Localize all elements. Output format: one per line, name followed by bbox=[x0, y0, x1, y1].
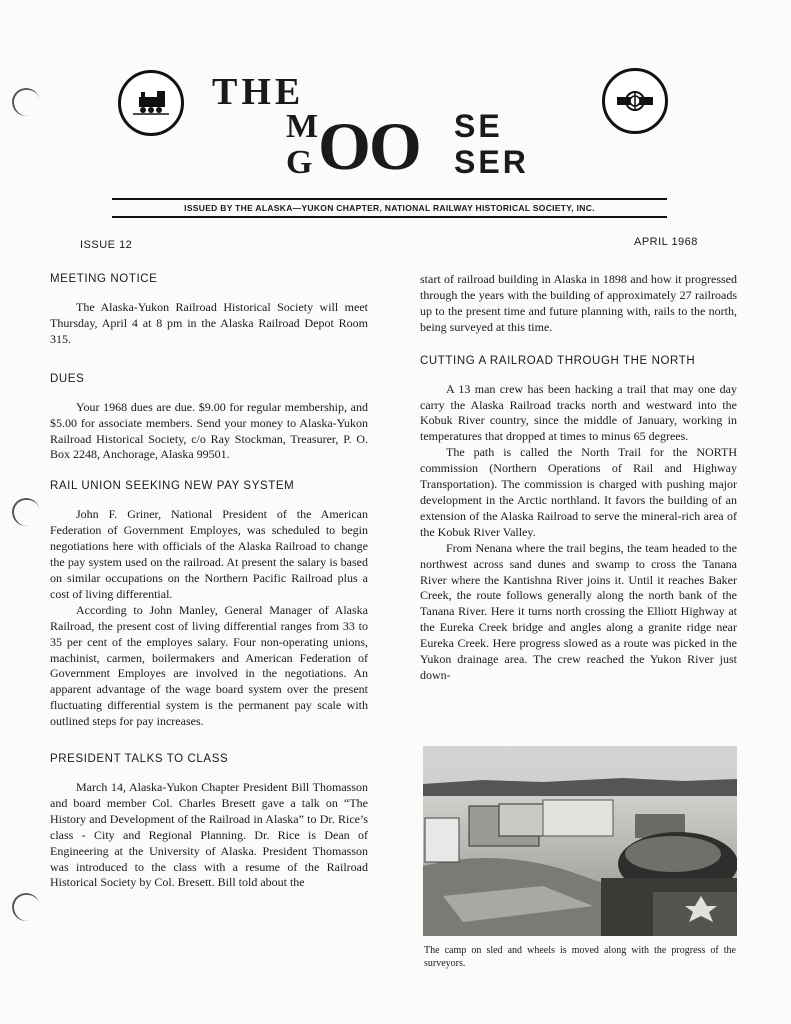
paragraph: From Nenana where the trail begins, the team headed to the northwest across sand dunes and swamp to cross the Tanana River where the Kantishna River joins it. Until it reaches Baker Creek, the route follows generally along the north bank of the Tanana River. Here it turns north crossing the Elliott Highway at the Eureka Creek bridge and angles along a granite ridge near Eureka Creek. Here progress slowed as a route was picked in the Yukon drainage area. The crew reached the Yukon River just down- bbox=[420, 540, 737, 682]
issue-number: ISSUE 12 bbox=[80, 239, 133, 251]
punch-hole bbox=[10, 86, 42, 118]
punch-hole bbox=[10, 496, 42, 528]
section-heading: RAIL UNION SEEKING NEW PAY SYSTEM bbox=[50, 480, 295, 493]
masthead-the: THE bbox=[212, 71, 305, 113]
left-column bbox=[50, 272, 368, 907]
issue-date: APRIL 1968 bbox=[634, 236, 698, 248]
section-president-talks bbox=[50, 752, 368, 891]
paragraph: According to John Manley, General Manager of Alaska Railroad, the present cost of living differential ranges from 33 to 35 per cent of the employes salary. Four non-operating unions, machinist, carmen, boilermakers and American Federation of Government Employes are involved in the negotiations. An apparent advantage of the wage board system over the present fluctuating differential system is the permanent pay scale with outlined steps for pay increases. bbox=[50, 602, 368, 729]
masthead-m: M bbox=[286, 108, 319, 145]
issued-by-line: ISSUED BY THE ALASKA—YUKON CHAPTER, NATIONAL RAILWAY HISTORICAL SOCIETY, INC. bbox=[184, 203, 595, 213]
paragraph: The path is called the North Trail for the NORTH commission (Northern Operations of Rail and Highway Transportation). The commission is charged with pushing major development in the Arctic northland. It favors the building of an extension of the Alaska Railroad to serve the mineral-rich area of the Kobuk River Valley. bbox=[420, 445, 737, 539]
section-cutting-railroad bbox=[420, 354, 737, 684]
alaska-railroad-seal bbox=[602, 68, 668, 134]
section-heading: CUTTING A RAILROAD THROUGH THE NORTH bbox=[420, 354, 696, 367]
paragraph: March 14, Alaska-Yukon Chapter President Bill Thomasson and board member Col. Charles Bresett gave a talk on “The History and Development of the Railroad in Alaska” to Dr. Rice’s class - City and Regional Planning. Dr. Rice is Dean of Engineering at the University of Alaska. President Thomasson was introduced to the class with a resume of the Railroad Historical Society by Col. Bresett. Bill told about the bbox=[50, 780, 368, 890]
masthead-title bbox=[282, 108, 582, 184]
paragraph: Your 1968 dues are due. $9.00 for regular membership, and $5.00 for associate members. Send your money to Alaska-Yukon Railroad Historical Society, c/o Ray Stockman, Treasurer, P. O. Box 2248, Anchorage, Alaska 99501. bbox=[50, 399, 368, 462]
section-heading: PRESIDENT TALKS TO CLASS bbox=[50, 753, 229, 766]
section-meeting-notice bbox=[50, 272, 368, 348]
section-president-continued bbox=[420, 272, 737, 336]
paragraph: A 13 man crew has been hacking a trail that may one day carry the Alaska Railroad tracks north and westward into the Kobuk River country, since the middle of January, working in temperatures that dropped at times to minus 65 degrees. bbox=[420, 381, 737, 444]
paragraph: John F. Griner, National President of the American Federation of Government Employes, was scheduled to begin negotiations here with officials of the Alaska Railroad to change the pay system used on the railroad. At present the salary is based on similar occupations on the Northern Pacific Railroad plus a cost of living differential. bbox=[50, 507, 368, 601]
paragraph: start of railroad building in Alaska in 1898 and how it progressed through the years with the building of approximately 27 railroads up to the present time and future planning with, rails to the north, being surveyed at this time. bbox=[420, 272, 737, 334]
masthead-rule-top bbox=[112, 198, 667, 200]
masthead-rule-bottom bbox=[112, 216, 667, 218]
section-rail-union bbox=[50, 479, 368, 730]
masthead-g: G bbox=[286, 144, 313, 181]
camp-photo bbox=[423, 746, 737, 936]
railway-society-seal bbox=[118, 70, 184, 136]
section-dues bbox=[50, 372, 368, 464]
paragraph: The Alaska-Yukon Railroad Historical Society will meet Thursday, April 4 at 8 pm in the Alaska Railroad Depot Room 315. bbox=[50, 300, 368, 346]
right-column bbox=[420, 272, 737, 700]
masthead-se: SE bbox=[454, 108, 503, 144]
section-heading: MEETING NOTICE bbox=[50, 273, 158, 285]
punch-hole bbox=[10, 891, 42, 923]
photo-caption: The camp on sled and wheels is moved along with the progress of the surveyors. bbox=[424, 945, 736, 969]
masthead-oo: OO bbox=[318, 108, 420, 184]
masthead-ser: SER bbox=[454, 144, 529, 180]
section-heading: DUES bbox=[50, 372, 85, 385]
